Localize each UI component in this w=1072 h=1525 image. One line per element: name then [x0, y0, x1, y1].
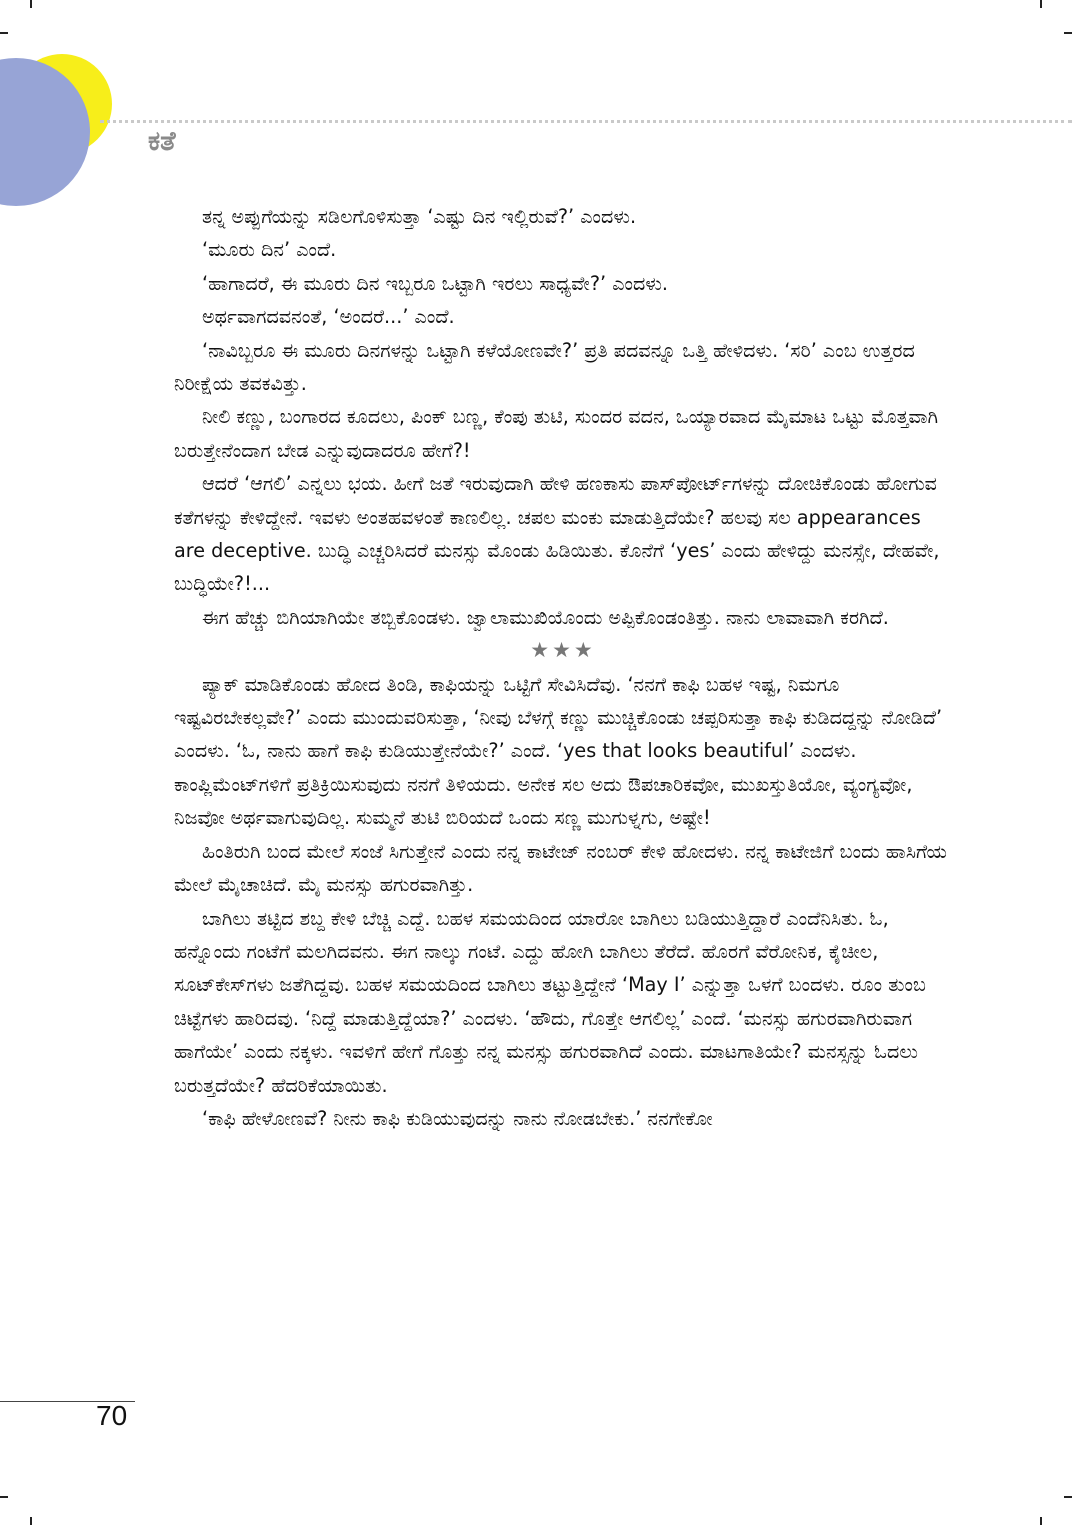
- story-paragraph: ಅರ್ಥವಾಗದವನಂತೆ, ‘ಅಂದರೆ...’ ಎಂದೆ.: [202, 305, 455, 329]
- header-dotted-rule: [100, 120, 1072, 123]
- crop-mark-top-right-side: [1064, 32, 1072, 34]
- page-number: 70: [96, 1400, 128, 1431]
- crop-mark-top-left-side: [0, 32, 8, 34]
- story-body: [174, 200, 952, 1135]
- crop-mark-bottom-right: [1040, 1517, 1042, 1525]
- crop-mark-bottom-left-side: [0, 1496, 8, 1498]
- story-paragraph: ಹಿಂತಿರುಗಿ ಬಂದ ಮೇಲೆ ಸಂಜೆ ಸಿಗುತ್ತೇನೆ ಎಂದು ನನ್ನ ಕಾಟೇಜ್ ನಂಬರ್ ಕೇಳಿ ಹೋದಳು. ನನ್ನ ಕಾಟೇಜಿಗೆ ಬಂದು ಹಾಸಿಗೆಯ ಮೇಲೆ ಮೈಚಾಚಿದೆ. ಮೈ ಮನಸ್ಸು ಹಗುರವಾಗಿತ್ತು.: [174, 839, 948, 897]
- story-paragraph: ಆದರೆ ‘ಆಗಲಿ’ ಎನ್ನಲು ಭಯ. ಹೀಗೆ ಜತೆ ಇರುವುದಾಗಿ ಹೇಳಿ ಹಣಕಾಸು ಪಾಸ್‌ಪೋರ್ಟ್‌ಗಳನ್ನು ದೋಚಿಕೊಂಡು ಹೋಗುವ ಕತೆಗಳನ್ನು ಕೇಳಿದ್ದೇನೆ. ಇವಳು ಅಂತಹವಳಂತೆ ಕಾಣಲಿಲ್ಲ. ಚಪಲ ಮಂಕು ಮಾಡುತ್ತಿದೆಯೇ? ಹಲವು ಸಲ appearances are deceptive. ಬುದ್ಧಿ ಎಚ್ಚರಿಸಿದರೆ ಮನಸ್ಸು ಮೊಂಡು ಹಿಡಿಯಿತು. ಕೊನೆಗೆ ‘yes’ ಎಂದು ಹೇಳಿದ್ದು ಮನಸ್ಸೇ, ದೇಹವೇ, ಬುದ್ಧಿಯೇ?!...: [174, 472, 940, 596]
- crop-mark-top-right: [1040, 0, 1042, 8]
- story-paragraph: ಪ್ಯಾಕ್ ಮಾಡಿಕೊಂಡು ಹೋದ ತಿಂಡಿ, ಕಾಫಿಯನ್ನು ಒಟ್ಟಿಗೆ ಸೇವಿಸಿದೆವು. ‘ನನಗೆ ಕಾಫಿ ಬಹಳ ಇಷ್ಟ, ನಿಮಗೂ ಇಷ್ಟವಿರಬೇಕಲ್ಲವೇ?’ ಎಂದು ಮುಂದುವರಿಸುತ್ತಾ, ‘ನೀವು ಬೆಳಗ್ಗೆ ಕಣ್ಣು ಮುಚ್ಚಿಕೊಂಡು ಚಪ್ಪರಿಸುತ್ತಾ ಕಾಫಿ ಕುಡಿದದ್ದನ್ನು ನೋಡಿದೆ’ ಎಂದಳು. ‘ಓ, ನಾನು ಹಾಗೆ ಕಾಫಿ ಕುಡಿಯುತ್ತೇನೆಯೇ?’ ಎಂದೆ. ‘yes that looks beautiful’ ಎಂದಳು. ಕಾಂಪ್ಲಿಮೆಂಟ್‌ಗಳಿಗೆ ಪ್ರತಿಕ್ರಿಯಿಸುವುದು ನನಗೆ ತಿಳಿಯದು. ಅನೇಕ ಸಲ ಅದು ಔಪಚಾರಿಕವೋ, ಮುಖಸ್ತುತಿಯೋ, ವ್ಯಂಗ್ಯವೋ, ನಿಜವೋ ಅರ್ಥವಾಗುವುದಿಲ್ಲ. ಸುಮ್ಮನೆ ತುಟಿ ಬಿರಿಯದೆ ಒಂದು ಸಣ್ಣ ಮುಗುಳ್ನಗು, ಅಷ್ಟೇ!: [174, 672, 943, 830]
- crop-mark-bottom-left: [30, 1517, 32, 1525]
- story-paragraph: ‘ಹಾಗಾದರೆ, ಈ ಮೂರು ದಿನ ಇಬ್ಬರೂ ಒಟ್ಟಾಗಿ ಇರಲು ಸಾಧ್ಯವೇ?’ ಎಂದಳು.: [202, 271, 669, 295]
- story-paragraph: ‘ಮೂರು ದಿನ’ ಎಂದೆ.: [202, 238, 337, 262]
- story-paragraph: ಬಾಗಿಲು ತಟ್ಟಿದ ಶಬ್ದ ಕೇಳಿ ಬೆಚ್ಚಿ ಎದ್ದೆ. ಬಹಳ ಸಮಯದಿಂದ ಯಾರೋ ಬಾಗಿಲು ಬಡಿಯುತ್ತಿದ್ದಾರೆ ಎಂದೆನಿಸಿತು. ಓ, ಹನ್ನೊಂದು ಗಂಟೆಗೆ ಮಲಗಿದವನು. ಈಗ ನಾಲ್ಕು ಗಂಟೆ. ಎದ್ದು ಹೋಗಿ ಬಾಗಿಲು ತೆರೆದೆ. ಹೊರಗೆ ವೆರೋನಿಕ, ಕೈಚೀಲ, ಸೂಟ್‌ಕೇಸ್‌ಗಳು ಜತೆಗಿದ್ದವು. ಬಹಳ ಸಮಯದಿಂದ ಬಾಗಿಲು ತಟ್ಟುತ್ತಿದ್ದೇನೆ ‘May I’ ಎನ್ನುತ್ತಾ ಒಳಗೆ ಬಂದಳು. ರೂಂ ತುಂಬ ಚಿಟ್ಟೆಗಳು ಹಾರಿದವು. ‘ನಿದ್ದೆ ಮಾಡುತ್ತಿದ್ದೆಯಾ?’ ಎಂದಳು. ‘ಹೌದು, ಗೊತ್ತೇ ಆಗಲಿಲ್ಲ’ ಎಂದೆ. ‘ಮನಸ್ಸು ಹಗುರವಾಗಿರುವಾಗ ಹಾಗೆಯೇ’ ಎಂದು ನಕ್ಕಳು. ಇವಳಿಗೆ ಹೇಗೆ ಗೊತ್ತು ನನ್ನ ಮನಸ್ಸು ಹಗುರವಾಗಿದೆ ಎಂದು. ಮಾಟಗಾತಿಯೇ? ಮನಸ್ಸನ್ನು ಓದಲು ಬರುತ್ತದೆಯೇ? ಹೆದರಿಕೆಯಾಯಿತು.: [174, 906, 926, 1097]
- story-paragraph: ‘ನಾವಿಬ್ಬರೂ ಈ ಮೂರು ದಿನಗಳನ್ನು ಒಟ್ಟಾಗಿ ಕಳೆಯೋಣವೇ?’ ಪ್ರತಿ ಪದವನ್ನೂ ಒತ್ತಿ ಹೇಳಿದಳು. ‘ಸರಿ’ ಎಂಬ ಉತ್ತರದ ನಿರೀಕ್ಷೆಯ ತವಕವಿತ್ತು.: [174, 338, 915, 396]
- story-paragraph: ತನ್ನ ಅಪ್ಪುಗೆಯನ್ನು ಸಡಿಲಗೊಳಿಸುತ್ತಾ ‘ಎಷ್ಟು ದಿನ ಇಲ್ಲಿರುವೆ?’ ಎಂದಳು.: [202, 205, 637, 228]
- crop-mark-top-left: [30, 0, 32, 8]
- story-paragraph: ‘ಕಾಫಿ ಹೇಳೋಣವೆ? ನೀನು ಕಾಫಿ ಕುಡಿಯುವುದನ್ನು ನಾನು ನೋಡಬೇಕು.’ ನನಗೇಕೋ: [202, 1106, 713, 1130]
- section-title: ಕತೆ: [148, 126, 176, 157]
- crop-mark-bottom-right-side: [1064, 1496, 1072, 1498]
- section-separator-stars: ★★★: [530, 638, 596, 663]
- story-paragraph: ಈಗ ಹೆಚ್ಚು ಬಿಗಿಯಾಗಿಯೇ ತಬ್ಬಿಕೊಂಡಳು. ಜ್ವಾಲಾಮುಖಿಯೊಂದು ಅಪ್ಪಿಕೊಂಡಂತಿತ್ತು. ನಾನು ಲಾವಾವಾಗಿ ಕರಗಿದೆ.: [202, 605, 889, 629]
- story-paragraph: ನೀಲಿ ಕಣ್ಣು, ಬಂಗಾರದ ಕೂದಲು, ಪಿಂಕ್ ಬಣ್ಣ, ಕೆಂಪು ತುಟಿ, ಸುಂದರ ವದನ, ಒಯ್ಯಾರವಾದ ಮೈಮಾಟ ಒಟ್ಟು ಮೊತ್ತವಾಗಿ ಬರುತ್ತೇನೆಂದಾಗ ಬೇಡ ಎನ್ನುವುದಾದರೂ ಹೇಗೆ?!: [174, 405, 939, 462]
